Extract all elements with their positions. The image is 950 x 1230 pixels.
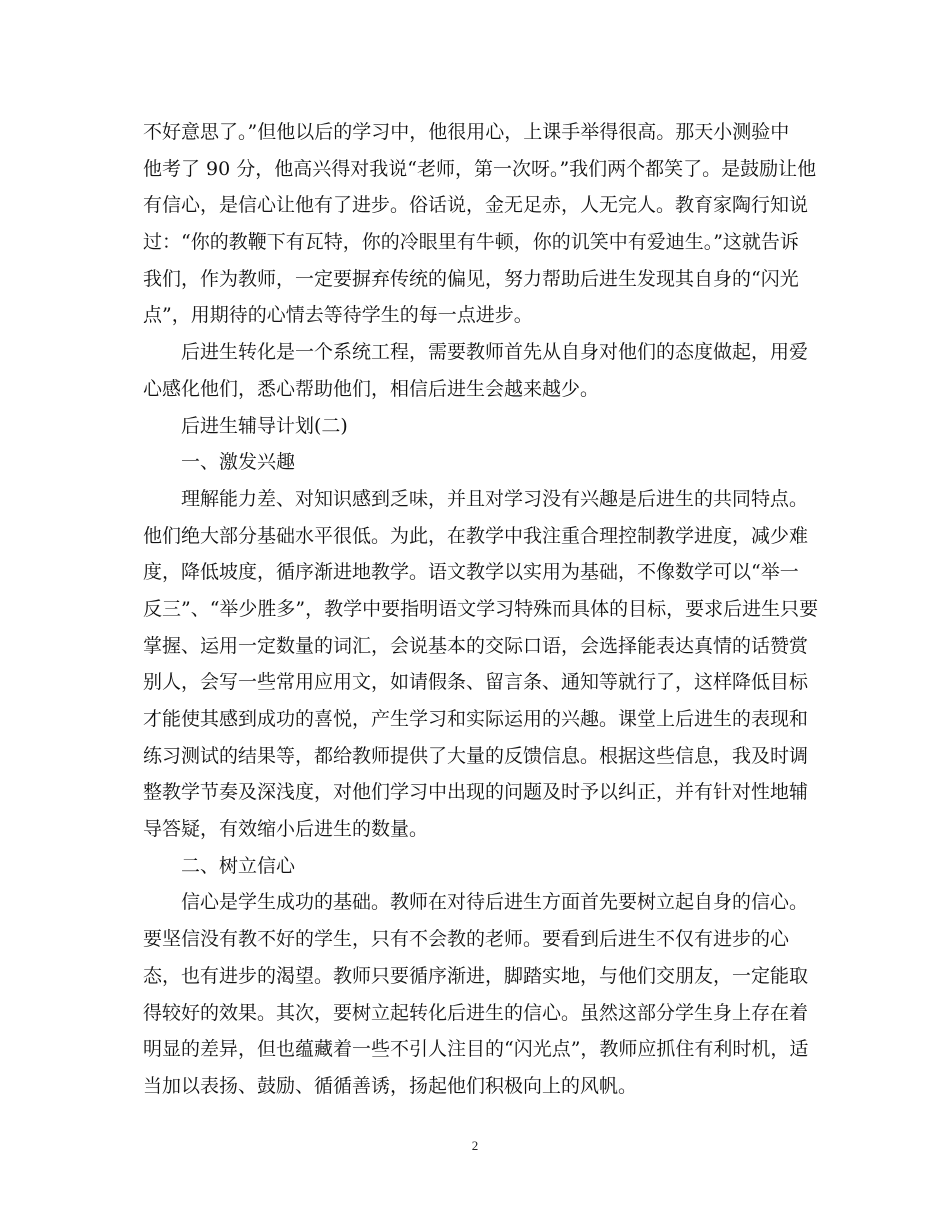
text-line: 心感化他们，悉心帮助他们，相信后进生会越来越少。 — [143, 377, 600, 400]
text-line: 后进生辅导计划(二) — [181, 414, 348, 437]
text-line: 过：“你的教鞭下有瓦特，你的冷眼里有牛顿，你的讥笑中有爱迪生。”这就告诉 — [143, 231, 799, 254]
text-line: 当加以表扬、鼓励、循循善诱，扬起他们积极向上的风帆。 — [143, 1074, 638, 1097]
text-line: 信心是学生成功的基础。教师在对待后进生方面首先要树立起自身的信心。 — [181, 891, 809, 914]
text-line: 练习测试的结果等，都给教师提供了大量的反馈信息。根据这些信息，我及时调 — [143, 744, 809, 767]
text-line: 后进生转化是一个系统工程，需要教师首先从自身对他们的态度做起，用爱 — [181, 341, 809, 364]
text-line: 整教学节奏及深浅度，对他们学习中出现的问题及时予以纠正，并有针对性地辅 — [143, 781, 809, 804]
text-line: 反三”、“举少胜多”，教学中要指明语文学习特殊而具体的目标，要求后进生只要 — [143, 597, 819, 620]
page-number: 2 — [471, 1138, 479, 1153]
text-line: 明显的差异，但也蕴藏着一些不引人注目的“闪光点”，教师应抓住有利时机，适 — [143, 1038, 809, 1061]
text-line: 才能使其感到成功的喜悦，产生学习和实际运用的兴趣。课堂上后进生的表现和 — [143, 708, 809, 730]
text-line: 一、激发兴趣 — [181, 451, 296, 474]
document-body — [143, 114, 819, 1105]
text-line: 态，也有进步的渴望。教师只要循序渐进，脚踏实地，与他们交朋友，一定能取 — [143, 964, 809, 987]
text-line: 二、树立信心 — [181, 854, 296, 877]
text-line: 他们绝大部分基础水平很低。为此，在教学中我注重合理控制教学进度，减少难 — [143, 524, 809, 547]
text-line: 掌握、运用一定数量的词汇，会说基本的交际口语，会选择能表达真情的话赞赏 — [143, 634, 809, 657]
text-line: 得较好的效果。其次，要树立起转化后进生的信心。虽然这部分学生身上存在着 — [143, 1001, 809, 1024]
text-line: 不好意思了。”但他以后的学习中，他很用心，上课手举得很高。那天小测验中 — [143, 121, 790, 143]
text-line: 要坚信没有教不好的学生，只有不会教的老师。要看到后进生不仅有进步的心 — [143, 928, 790, 951]
text-line: 他考了 90 分，他高兴得对我说“老师，第一次呀。”我们两个都笑了。是鼓励让他 — [143, 157, 817, 180]
text-line: 有信心，是信心让他有了进步。俗话说，金无足赤，人无完人。教育家陶行知说 — [143, 194, 809, 217]
text-line: 别人，会写一些常用应用文，如请假条、留言条、通知等就行了，这样降低目标 — [143, 671, 809, 694]
text-line: 导答疑，有效缩小后进生的数量。 — [143, 818, 429, 841]
text-line: 理解能力差、对知识感到乏味，并且对学习没有兴趣是后进生的共同特点。 — [181, 487, 809, 510]
text-line: 我们，作为教师，一定要摒弃传统的偏见，努力帮助后进生发现其自身的“闪光 — [143, 267, 799, 290]
text-line: 点”，用期待的心情去等待学生的每一点进步。 — [143, 304, 533, 327]
text-line: 度，降低坡度，循序渐进地教学。语文教学以实用为基础，不像数学可以“举一 — [143, 561, 799, 584]
